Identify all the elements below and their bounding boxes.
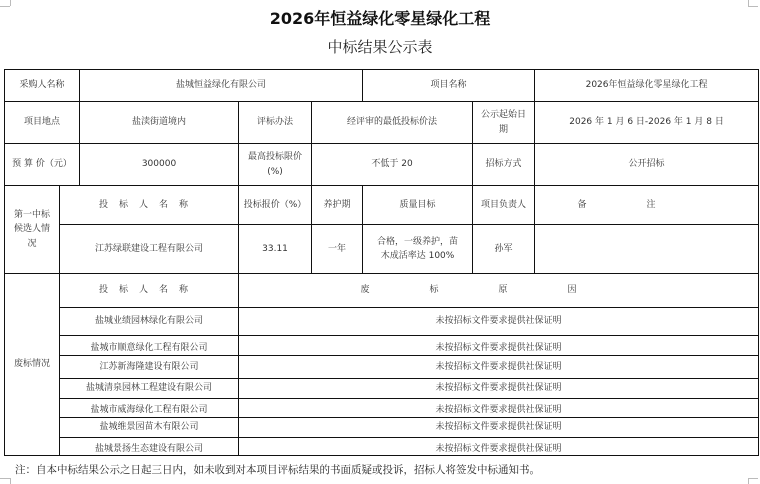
- header-remarks: [535, 186, 759, 225]
- purchaser-value: 盐城恒益绿化有限公司: [80, 70, 363, 102]
- disq-reason: 未按招标文件要求提供社保证明: [239, 356, 759, 379]
- disq-bidder-name: 盐城市顺意绿化工程有限公司: [60, 336, 239, 356]
- result-table: [4, 69, 759, 456]
- location-value: 盐渎街道境内: [80, 102, 239, 144]
- period-label: [473, 102, 535, 144]
- candidate-maintenance: 一年: [312, 225, 363, 274]
- info-row-budget: [5, 144, 759, 186]
- disqualified-row: [5, 308, 759, 336]
- purchaser-label: 采购人名称: [5, 70, 80, 102]
- header-bidder-name: [60, 186, 239, 225]
- max-price-label-line2: (%): [267, 166, 283, 177]
- max-price-label-line1: 最高投标限价: [248, 152, 303, 163]
- disqualified-row: [5, 418, 759, 438]
- info-row-purchaser: [5, 70, 759, 102]
- section-label-line2: 候选人情: [13, 224, 50, 235]
- quality-line2: 木成活率达 100%: [380, 251, 455, 261]
- section-label-line1: 第一中标: [13, 209, 50, 220]
- footnote: 注：自本中标结果公示之日起三日内，如未收到对本项目评标结果的书面质疑或投诉，招标人将签发中标通知书。: [15, 464, 540, 476]
- header-manager: 项目负责人: [473, 186, 535, 225]
- period-label-line2: 期: [499, 124, 509, 135]
- header-maintenance: 养护期: [312, 186, 363, 225]
- page-corner-mark: [10, 478, 11, 484]
- period-value: 2026 年 1 月 6 日-2026 年 1 月 8 日: [535, 102, 759, 144]
- disq-bidder-name: 盐城业绩园林绿化有限公司: [60, 308, 239, 336]
- max-price-value: 不低于 20: [312, 144, 473, 186]
- page-corner-mark: [748, 478, 749, 484]
- method-value: 经评审的最低投标价法: [312, 102, 473, 144]
- disq-bidder-name: 盐城清泉园林工程建设有限公司: [60, 379, 239, 399]
- candidate-bid-price: 33.11: [239, 225, 312, 274]
- budget-label: 预 算 价（元）: [5, 144, 80, 186]
- page-corner-mark: [0, 478, 10, 479]
- period-label-line1: 公示起始日: [481, 110, 527, 121]
- disq-reason: 未按招标文件要求提供社保证明: [239, 308, 759, 336]
- project-name-value: 2026年恒益绿化零星绿化工程: [535, 70, 759, 102]
- max-price-label: [239, 144, 312, 186]
- header-quality: 质量目标: [363, 186, 473, 225]
- disq-bidder-name: 盐城景扬生态建设有限公司: [60, 438, 239, 456]
- disq-reason: 未按招标文件要求提供社保证明: [239, 379, 759, 399]
- page-corner-mark: [748, 478, 758, 479]
- bid-type-value: 公开招标: [535, 144, 759, 186]
- disqualified-row: [5, 399, 759, 418]
- method-label: 评标办法: [239, 102, 312, 144]
- header-bid-price: 投标报价（%）: [239, 186, 312, 225]
- disqualified-header-row: [5, 274, 759, 308]
- bid-type-label: 招标方式: [473, 144, 535, 186]
- header-remarks-text: 备注: [577, 199, 716, 210]
- disqualified-row: [5, 379, 759, 399]
- disqualified-section-label: 废标情况: [5, 274, 60, 456]
- candidate-quality: [363, 225, 473, 274]
- disq-header-bidder-name-text: 投标人名称: [99, 285, 200, 296]
- disqualified-row: [5, 356, 759, 379]
- info-row-location: [5, 102, 759, 144]
- candidate-header-row: [5, 186, 759, 225]
- disq-reason: 未按招标文件要求提供社保证明: [239, 418, 759, 438]
- disq-bidder-name: 盐城维景园苗木有限公司: [60, 418, 239, 438]
- location-label: 项目地点: [5, 102, 80, 144]
- disq-header-bidder-name: [60, 274, 239, 308]
- disqualified-row: [5, 336, 759, 356]
- disq-bidder-name: 江苏新海隆建设有限公司: [60, 356, 239, 379]
- candidate-data-row: [5, 225, 759, 274]
- document-title: 2026年恒益绿化零星绿化工程: [269, 9, 491, 28]
- disq-reason: 未按招标文件要求提供社保证明: [239, 438, 759, 456]
- header-bidder-name-text: 投标人名称: [99, 199, 200, 210]
- candidate-manager: 孙军: [473, 225, 535, 274]
- disq-header-reason-text: 废标原因: [360, 285, 637, 296]
- quality-line1: 合格，一级养护，苗: [377, 236, 459, 247]
- section-label-line3: 况: [27, 238, 37, 249]
- disq-bidder-name: 盐城市威海绿化工程有限公司: [60, 399, 239, 418]
- candidate-bidder-name: 江苏绿联建设工程有限公司: [60, 225, 239, 274]
- budget-value: 300000: [80, 144, 239, 186]
- first-candidate-section-label: [5, 186, 60, 274]
- disqualified-row: [5, 438, 759, 456]
- project-name-label: 项目名称: [363, 70, 535, 102]
- disq-header-reason: [239, 274, 759, 308]
- disq-reason: 未按招标文件要求提供社保证明: [239, 399, 759, 418]
- disq-reason: 未按招标文件要求提供社保证明: [239, 336, 759, 356]
- document-subtitle: 中标结果公示表: [327, 38, 433, 56]
- candidate-remarks: [535, 225, 759, 274]
